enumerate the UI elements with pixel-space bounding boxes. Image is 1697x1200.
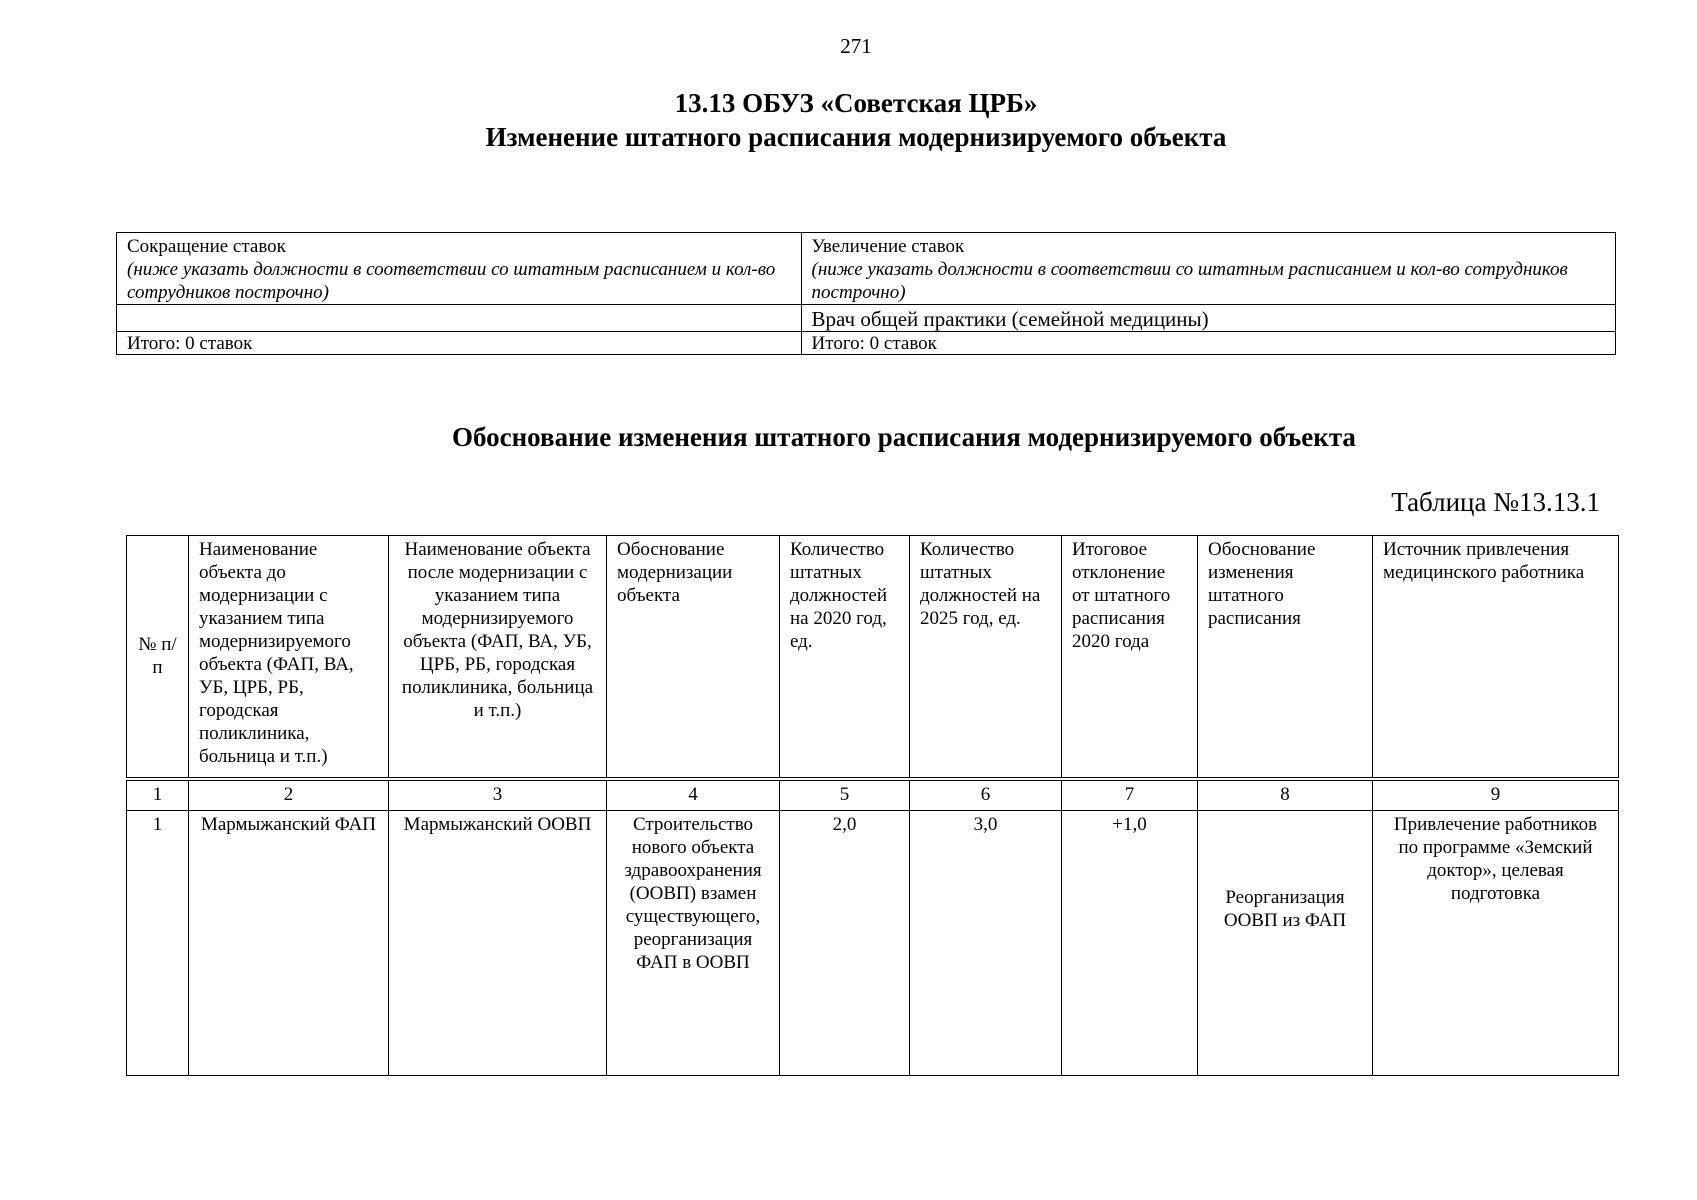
column-number: 4 <box>607 779 780 811</box>
deviation: +1,0 <box>1062 811 1198 1076</box>
column-number: 3 <box>389 779 607 811</box>
column-number: 7 <box>1062 779 1198 811</box>
increase-total: Итого: 0 ставок <box>801 332 1615 355</box>
column-number: 5 <box>780 779 910 811</box>
increase-note: (ниже указать должности в соответствии со штатным расписанием и кол-во сотрудников построчно) <box>811 259 1568 303</box>
object-before: Мармыжанский ФАП <box>189 811 389 1076</box>
header-deviation: Итоговое отклонение от штатного расписания 2020 года <box>1062 536 1198 780</box>
worker-source: Привлечение работников по программе «Земский доктор», целевая подготовка <box>1373 811 1619 1076</box>
section-title: Обоснование изменения штатного расписания модернизируемого объекта <box>452 422 1356 452</box>
table-header-row <box>127 536 1619 780</box>
header-count-2025: Количество штатных должностей на 2025 год, ед. <box>910 536 1062 780</box>
table-caption: Таблица №13.13.1 <box>1391 487 1600 517</box>
reduction-note: (ниже указать должности в соответствии со штатным расписанием и кол-во сотрудников построчно) <box>127 259 776 303</box>
staff-change-table <box>116 232 1616 355</box>
staff-table-total-row <box>117 332 1616 355</box>
reduction-position <box>117 305 802 332</box>
column-number: 8 <box>1198 779 1373 811</box>
increase-header: Увеличение ставок <box>811 236 965 257</box>
document-subtitle: Изменение штатного расписания модернизируемого объекта <box>485 122 1227 152</box>
count-2020: 2,0 <box>780 811 910 1076</box>
reduction-header: Сокращение ставок <box>127 236 286 257</box>
reduction-total: Итого: 0 ставок <box>117 332 802 355</box>
column-number: 9 <box>1373 779 1619 811</box>
page-number: 271 <box>840 34 872 58</box>
document-title: 13.13 ОБУЗ «Советская ЦРБ» <box>674 88 1038 118</box>
column-number: 2 <box>189 779 389 811</box>
column-number: 1 <box>127 779 189 811</box>
header-number: № п/п <box>127 536 189 780</box>
header-object-before: Наименование объекта до модернизации с указанием типа модернизируемого объекта (ФАП, ВА, УБ, ЦРБ, РБ, городская поликлиника, больница и т.п.) <box>189 536 389 780</box>
object-after: Мармыжанский ООВП <box>389 811 607 1076</box>
reduction-header-cell <box>117 233 802 305</box>
header-worker-source: Источник привлечения медицинского работника <box>1373 536 1619 780</box>
justification-table <box>126 535 1619 1076</box>
header-modernization-justification: Обоснование модернизации объекта <box>607 536 780 780</box>
column-number-row <box>127 779 1619 811</box>
staff-table-position-row <box>117 305 1616 332</box>
header-object-after: Наименование объекта после модернизации с указанием типа модернизируемого объекта (ФАП, ВА, УБ, ЦРБ, РБ, городская поликлиника, больница и т.п.) <box>389 536 607 780</box>
increase-position: Врач общей практики (семейной медицины) <box>801 305 1615 332</box>
increase-header-cell <box>801 233 1615 305</box>
staff-table-header-row <box>117 233 1616 305</box>
count-2025: 3,0 <box>910 811 1062 1076</box>
modernization-justification: Строительство нового объекта здравоохранения (ООВП) взамен существующего, реорганизация ФАП в ООВП <box>607 811 780 1076</box>
row-number: 1 <box>127 811 189 1076</box>
staff-change-justification: Реорганизация ООВП из ФАП <box>1198 811 1373 1076</box>
header-count-2020: Количество штатных должностей на 2020 год, ед. <box>780 536 910 780</box>
column-number: 6 <box>910 779 1062 811</box>
header-staff-change-justification: Обоснование изменения штатного расписания <box>1198 536 1373 780</box>
table-row <box>127 811 1619 1076</box>
